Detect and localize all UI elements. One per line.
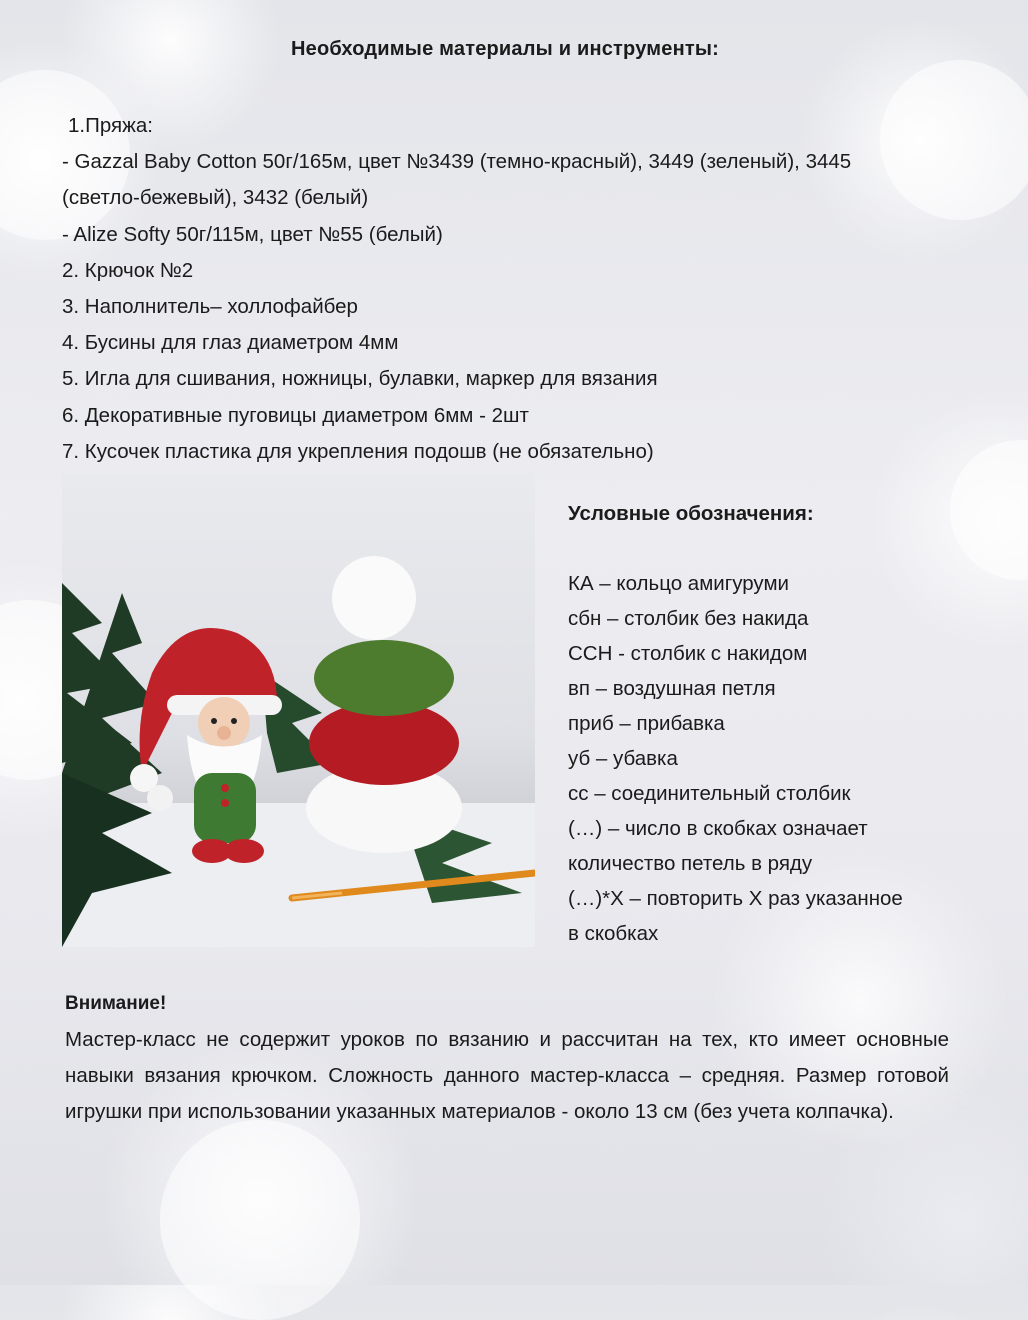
legend-panel [568,496,968,951]
legend-item: КА – кольцо амигуруми [568,572,789,595]
gnome-eye [211,718,217,724]
list-item: - Gazzal Baby Cotton 50г/165м, цвет №3439 (темно-красный), 3449 (зеленый), 3445 [62,150,852,174]
materials-list [62,108,962,470]
legend-item: (…)*Х – повторить Х раз указанное [568,887,903,910]
attention-body: Мастер-класс не содержит уроков по вязанию и рассчитан на тех, кто имеет основные навыки вязания крючком. Сложность данного мастер-класса – средняя. Размер готовой игрушки при использовании указанных материалов - около 13 см (без учета колпачка). [65,1028,949,1123]
list-item: - Alize Softy 50г/115м, цвет №55 (белый) [62,222,443,246]
legend-item: вп – воздушная петля [568,677,776,700]
gnome-nose [217,726,231,740]
list-item: 6. Декоративные пуговицы диаметром 6мм - 2шт [62,403,529,427]
attention-title: Внимание! [65,993,167,1014]
legend-item: сбн – столбик без накида [568,607,809,630]
list-item: 7. Кусочек пластика для укрепления подошв (не обязательно) [62,439,654,463]
yarn-green [314,640,454,716]
legend-title: Условные обозначения: [568,502,814,525]
legend-item: в скобках [568,922,659,945]
legend-item: (…) – число в скобках означает [568,817,868,840]
gnome-button [221,799,229,807]
list-item: 1.Пряжа: [68,114,153,137]
gnome-boot [224,839,264,863]
gnome-body [194,773,256,843]
page-title: Необходимые материалы и инструменты: [290,38,719,60]
list-item: 3. Наполнитель– холлофайбер [62,295,358,319]
gnome-hand [147,785,173,811]
legend-item: приб – прибавка [568,712,725,735]
list-item: 5. Игла для сшивания, ножницы, булавки, маркер для вязания [62,367,658,391]
legend-item: уб – убавка [568,747,678,770]
list-item: 4. Бусины для глаз диаметром 4мм [62,331,399,355]
gnome-eye [231,718,237,724]
bokeh-light [160,1120,360,1320]
list-item: 2. Крючок №2 [62,258,194,282]
gnome-face [198,697,250,749]
photo-illustration [62,473,535,947]
attention-section [65,986,949,1130]
legend-item: количество петель в ряду [568,852,813,875]
gnome-button [221,784,229,792]
yarn-white-pompom [332,556,416,640]
legend-item: ССН - столбик с накидом [568,642,808,665]
legend-item: сс – соединительный столбик [568,782,851,805]
list-item: (светло-бежевый), 3432 (белый) [62,186,369,210]
gnome-yarn-photo [62,473,535,947]
